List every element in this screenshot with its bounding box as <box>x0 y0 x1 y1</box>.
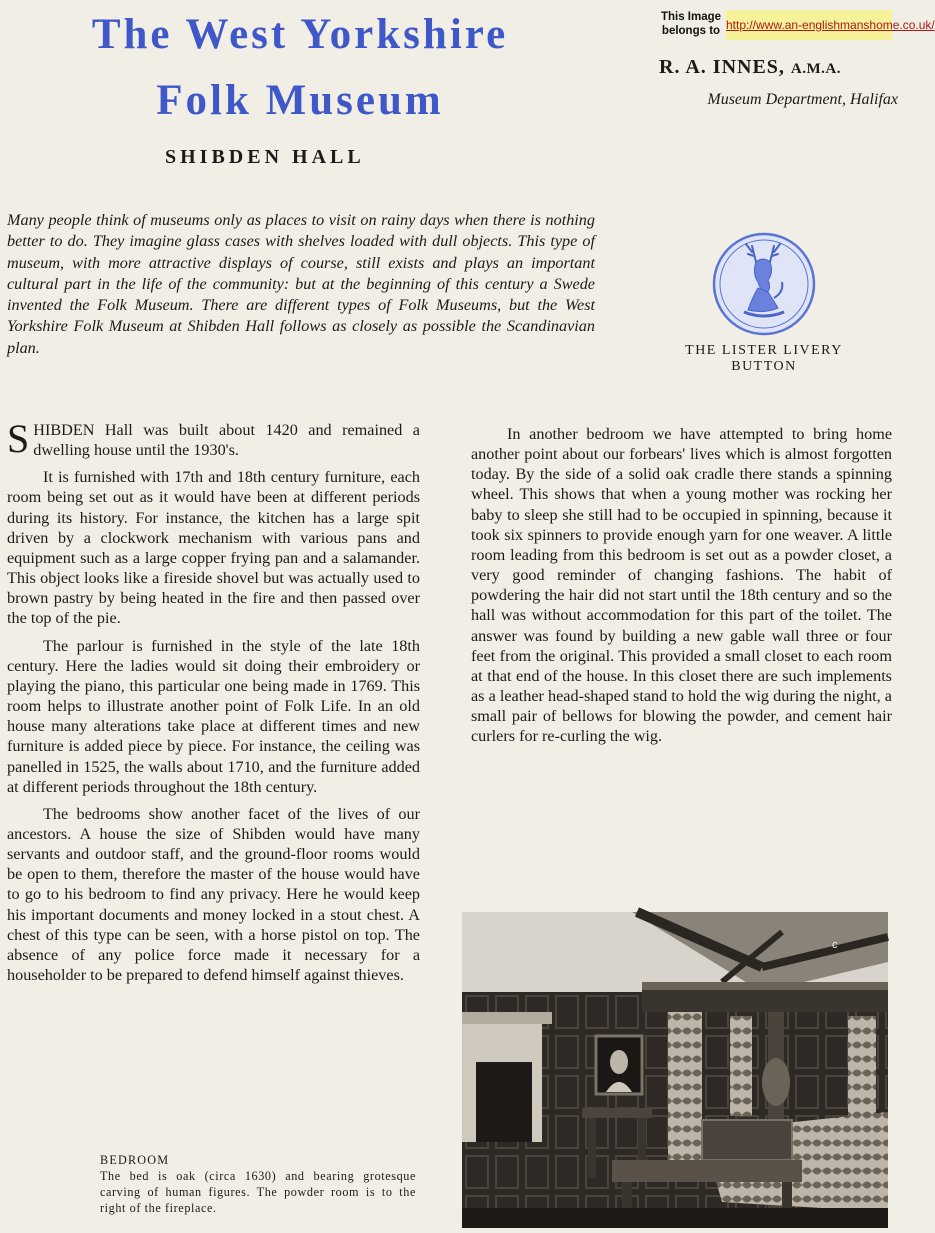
photo-caption-title: BEDROOM <box>100 1153 170 1167</box>
photo-caption-text: The bed is oak (circa 1630) and bearing grotesque carving of human figures. The powder room is to the right of the fireplace. <box>100 1169 416 1215</box>
crest-caption-line-1: THE LISTER LIVERY <box>685 343 843 358</box>
article-column-right <box>471 424 892 754</box>
bedroom-photo <box>462 912 888 1228</box>
article-paragraph: It is furnished with 17th and 18th century furniture, each room being set out as it would have been at different periods during its history. For instance, the kitchen has a large spit driven by a clockwork mechanism with various pans and equipment such as a large copper frying pan and a salamander. This object looks like a fireside shovel but was actually used to brown pastry by being heated in the fire and then passed over the top of the pie. <box>7 468 420 628</box>
page-title <box>20 2 580 134</box>
photo-caption <box>100 1152 416 1216</box>
article-paragraph: In another bedroom we have attempted to bring home another point about our forbears' lives which is almost forgotten today. By the side of a solid oak cradle there stands a spinning wheel. This shows that when a young mother was rocking her baby to sleep she still had to be occupied in spinning, because it took six spinners to provide enough yarn for one weaver. A little room leading from this bedroom is set out as a powder closet, a very good reminder of changing fashions. The habit of powdering the hair did not start until the 18th century and so the hall was without accommodation for this part of the toilet. The answer was found by building a new gable wall three or four feet from the original. This provided a small closet to each room at that end of the house. In this closet there are such implements as a leather head-shaped stand to hold the wig during the night, a small pair of bellows for blowing the powder, and cement hair curlers for re-curling the wig. <box>471 425 892 746</box>
watermark-url-link[interactable]: http://www.an-englishmanshome.co.uk/ <box>726 10 892 40</box>
article-paragraph <box>7 416 420 461</box>
author-name: R. A. INNES, <box>659 56 785 78</box>
article-column-left <box>7 416 420 992</box>
crest-caption-line-2: BUTTON <box>731 359 797 374</box>
watermark-label-line-1: This Image <box>660 11 722 23</box>
photo-corner-mark: c <box>832 939 838 951</box>
author-byline <box>620 56 880 79</box>
title-line-1: The West Yorkshire <box>91 11 509 58</box>
paragraph-text: HIBDEN Hall was built about 1420 and remained a dwelling house until the 1930's. <box>33 421 420 460</box>
article-subtitle: SHIBDEN HALL <box>165 146 365 168</box>
watermark-label <box>660 10 722 38</box>
author-department: Museum Department, Halifax <box>707 91 898 108</box>
intro-paragraph: Many people think of museums only as places to visit on rainy days when there is nothing better to do. They imagine glass cases with shelves loaded with dull objects. This type of museum, with more attractive displays of course, still exists and plays an important cultural part in the life of the community: but at the beginning of this century a Swede invented the Folk Museum. There are different types of Folk Museums, but the West Yorkshire Folk Museum at Shibden Hall follows as closely as possible the Scandinavian plan. <box>7 211 595 357</box>
article-paragraph: The parlour is furnished in the style of the late 18th century. Here the ladies would sit doing their embroidery or playing the piano, this particular one being made in 1769. This room helps to illustrate another point of Folk Life. In an old house many alterations take place at different times and new furniture is added piece by piece. For instance, the ceiling was panelled in 1525, the walls about 1710, and the furniture added at different periods throughout the 18th century. <box>7 636 420 796</box>
title-line-2: Folk Museum <box>156 77 444 124</box>
author-degree: A.M.A. <box>790 61 841 77</box>
crest-caption <box>664 343 864 375</box>
article-paragraph: The bedrooms show another facet of the lives of our ancestors. A house the size of Shibden would have many servants and outdoor staff, and the ground-floor rooms would be open to them, therefore the master of the house would have to go to his bedroom to find any privacy. Here he would keep his important documents and money locked in a stout chest. A chest of this type can be seen, with a horse pistol on top. The absence of any police force made it necessary for a householder to be prepared to defend himself against thieves. <box>7 804 420 985</box>
drop-cap: S <box>7 416 30 461</box>
watermark-label-line-2: belongs to <box>661 25 721 37</box>
lister-livery-button-image <box>712 232 816 336</box>
